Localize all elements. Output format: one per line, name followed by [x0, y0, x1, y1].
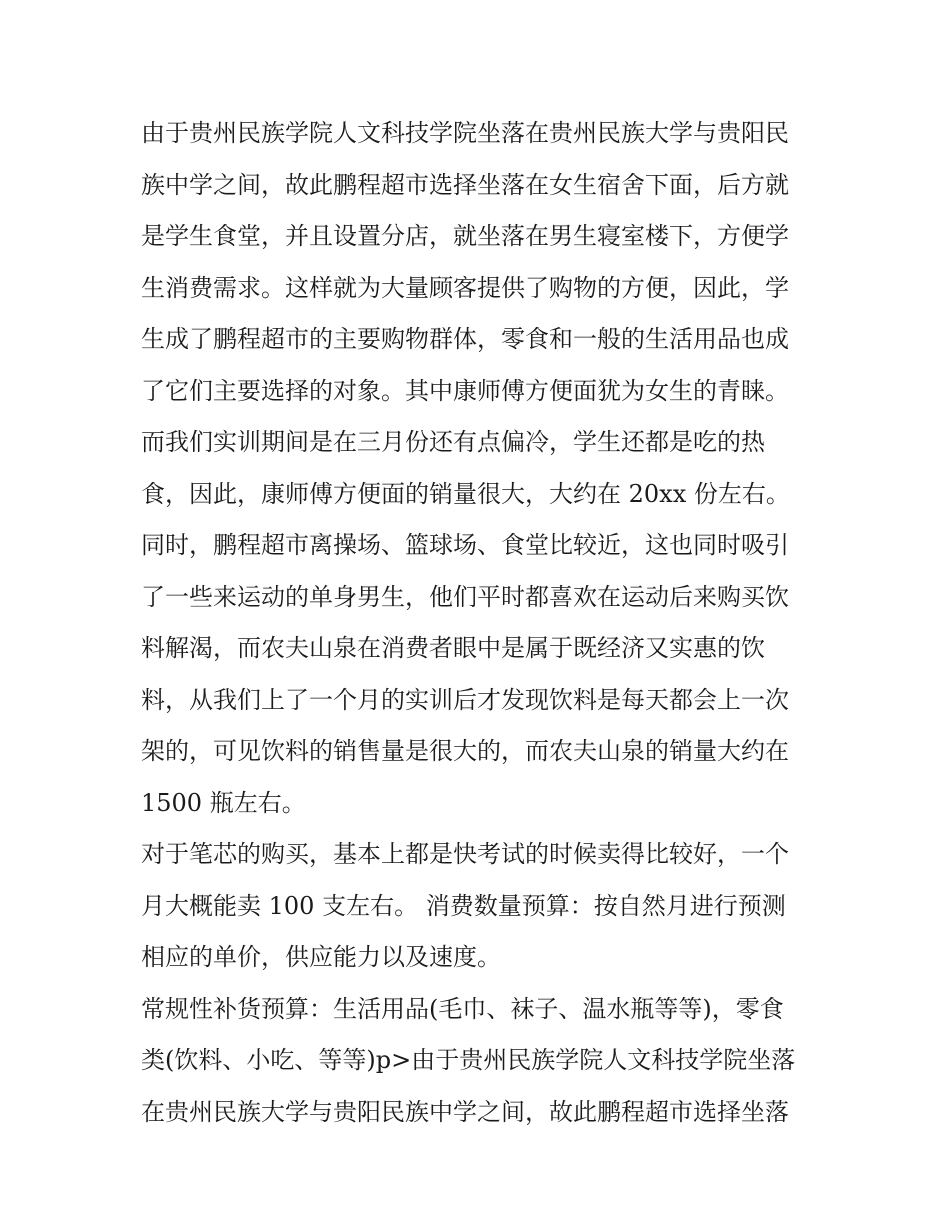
text-line: 了它们主要选择的对象。其中康师傅方便面犹为女生的青睐。 — [141, 376, 789, 405]
text-line: 料解渴，而农夫山泉在消费者眼中是属于既经济又实惠的饮 — [141, 634, 765, 662]
text-line: 常规性补货预算：生活用品(毛巾、袜子、温水瓶等等)，零食 — [141, 994, 784, 1023]
text-line: 在贵州民族大学与贵阳民族中学之间，故此鹏程超市选择坐落 — [141, 1097, 789, 1126]
text-line: 了一些来运动的单身男生，他们平时都喜欢在运动后来购买饮 — [141, 582, 789, 611]
text-line: 由于贵州民族学院人文科技学院坐落在贵州民族大学与贵阳民 — [141, 119, 789, 147]
text-line: 1500 瓶左右。 — [141, 788, 306, 817]
text-line: 生成了鹏程超市的主要购物群体，零食和一般的生活用品也成 — [141, 325, 789, 353]
text-line: 月大概能卖 100 支左右。 消费数量预算：按自然月进行预测 — [141, 891, 786, 920]
text-line: 类(饮料、小吃、等等)p>由于贵州民族学院人文科技学院坐落 — [141, 1046, 796, 1074]
text-line: 料，从我们上了一个月的实训后才发现饮料是每天都会上一次 — [141, 685, 789, 714]
text-line: 同时，鹏程超市离操场、篮球场、食堂比较近，这也同时吸引 — [141, 531, 789, 559]
text-line: 食，因此，康师傅方便面的销量很大，大约在 20xx 份左右。 — [141, 479, 790, 508]
text-line: 生消费需求。这样就为大量顾客提供了购物的方便，因此，学 — [141, 273, 789, 302]
text-line: 对于笔芯的购买，基本上都是快考试的时候卖得比较好，一个 — [141, 840, 789, 868]
text-line: 是学生食堂，并且设置分店，就坐落在男生寝室楼下，方便学 — [141, 222, 789, 250]
text-line: 族中学之间，故此鹏程超市选择坐落在女生宿舍下面，后方就 — [141, 170, 789, 199]
text-line: 架的，可见饮料的销售量是很大的，而农夫山泉的销量大约在 — [141, 737, 789, 765]
text-line: 而我们实训期间是在三月份还有点偏冷，学生还都是吃的热 — [141, 428, 765, 456]
text-line: 相应的单价，供应能力以及速度。 — [141, 943, 501, 971]
body-text — [141, 108, 821, 1138]
